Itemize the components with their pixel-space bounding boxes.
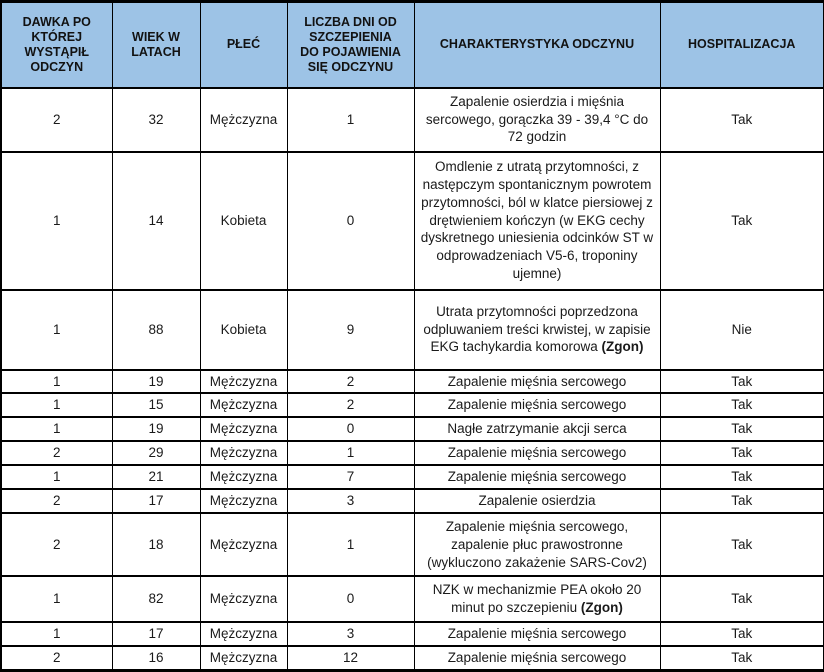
cell-days: 7 xyxy=(287,465,414,489)
cell-dose: 1 xyxy=(1,290,112,370)
cell-age: 21 xyxy=(112,465,200,489)
cell-hospitalization: Tak xyxy=(660,152,824,290)
column-header-reaction-description-label: CHARAKTERYSTYKA ODCZYNU xyxy=(439,37,635,52)
cell-days: 3 xyxy=(287,622,414,646)
reaction-description-text: Zapalenie mięśnia sercowego xyxy=(447,626,627,642)
column-header-days-to-reaction xyxy=(287,2,414,88)
column-header-hospitalization xyxy=(660,2,824,88)
cell-sex: Mężczyzna xyxy=(200,465,287,489)
cell-hospitalization: Tak xyxy=(660,393,824,417)
cell-sex: Mężczyzna xyxy=(200,370,287,394)
cell-hospitalization: Tak xyxy=(660,88,824,152)
table-row xyxy=(1,465,824,489)
reaction-description-text: Utrata przytomności poprzedzona odpluwaniem treści krwistej, w zapisie EKG tachykardia komorowa xyxy=(423,303,651,355)
table-row xyxy=(1,88,824,152)
cell-age: 88 xyxy=(112,290,200,370)
cell-days: 2 xyxy=(287,370,414,394)
table-row xyxy=(1,622,824,646)
cell-days: 3 xyxy=(287,489,414,513)
cell-age: 29 xyxy=(112,441,200,465)
cell-hospitalization: Tak xyxy=(660,513,824,576)
cell-reaction-description xyxy=(414,513,660,576)
cell-days: 1 xyxy=(287,513,414,576)
table-row xyxy=(1,646,824,670)
cell-sex: Kobieta xyxy=(200,152,287,290)
cell-hospitalization: Tak xyxy=(660,417,824,441)
reaction-description-text: NZK w mechanizmie PEA około 20 minut po szczepieniu xyxy=(432,582,642,616)
cell-sex: Mężczyzna xyxy=(200,489,287,513)
cell-dose: 1 xyxy=(1,622,112,646)
column-header-hospitalization-label: HOSPITALIZACJA xyxy=(688,37,796,52)
cell-sex: Mężczyzna xyxy=(200,622,287,646)
column-header-dose-label: DAWKA PO KTÓREJ WYSTĄPIŁ ODCZYN xyxy=(22,14,91,74)
cell-age: 19 xyxy=(112,417,200,441)
cell-sex: Mężczyzna xyxy=(200,646,287,670)
cell-age: 15 xyxy=(112,393,200,417)
cell-age: 16 xyxy=(112,646,200,670)
column-header-sex-label: PŁEĆ xyxy=(226,37,261,52)
cell-reaction-description xyxy=(414,370,660,394)
cell-days: 1 xyxy=(287,441,414,465)
cell-age: 19 xyxy=(112,370,200,394)
reaction-description-text: Zapalenie mięśnia sercowego xyxy=(447,445,627,461)
cell-days: 1 xyxy=(287,88,414,152)
cell-hospitalization: Tak xyxy=(660,370,824,394)
cell-sex: Mężczyzna xyxy=(200,417,287,441)
table-row xyxy=(1,576,824,622)
cell-dose: 1 xyxy=(1,152,112,290)
cell-reaction-description xyxy=(414,417,660,441)
column-header-sex xyxy=(200,2,287,88)
cell-hospitalization: Tak xyxy=(660,576,824,622)
table-row xyxy=(1,370,824,394)
reaction-description-text: Omdlenie z utratą przytomności, z następczym spontanicznym powrotem przytomności, ból w klatce piersiowej z drętwieniem kończyn (w EKG cechy dyskretnego uniesienia odcinków ST w odprowadzeniach V5-6, troponiny ujemne) xyxy=(420,158,654,282)
column-header-age-label: WIEK W LATACH xyxy=(131,29,181,59)
cell-days: 0 xyxy=(287,417,414,441)
cell-age: 14 xyxy=(112,152,200,290)
cell-hospitalization: Tak xyxy=(660,622,824,646)
column-header-reaction-description xyxy=(414,2,660,88)
table-row xyxy=(1,441,824,465)
cell-sex: Mężczyzna xyxy=(200,441,287,465)
cell-reaction-description xyxy=(414,576,660,622)
reaction-description-text: Zapalenie mięśnia sercowego, zapalenie płuc prawostronne (wykluczono zakażenie SARS-Cov2) xyxy=(427,518,647,570)
cell-reaction-description xyxy=(414,622,660,646)
cell-reaction-description xyxy=(414,290,660,370)
column-header-dose xyxy=(1,2,112,88)
table-row xyxy=(1,152,824,290)
cell-sex: Mężczyzna xyxy=(200,88,287,152)
reaction-description-text: Nagłe zatrzymanie akcji serca xyxy=(447,421,627,437)
cell-dose: 1 xyxy=(1,370,112,394)
table-row xyxy=(1,290,824,370)
reaction-description-text: Zapalenie osierdzia i mięśnia sercowego, gorączka 39 - 39,4 °C do 72 godzin xyxy=(425,93,649,145)
column-header-days-to-reaction-label: LICZBA DNI OD SZCZEPIENIA DO POJAWIENIA SIĘ ODCZYNU xyxy=(300,14,401,74)
cell-age: 82 xyxy=(112,576,200,622)
column-header-age xyxy=(112,2,200,88)
reaction-description-text: Zapalenie osierdzia xyxy=(478,493,596,509)
reaction-description-text: Zapalenie mięśnia sercowego xyxy=(447,397,627,413)
cell-reaction-description xyxy=(414,441,660,465)
cell-hospitalization: Tak xyxy=(660,646,824,670)
cell-age: 18 xyxy=(112,513,200,576)
reaction-description-text: Zapalenie mięśnia sercowego xyxy=(447,650,627,666)
cell-sex: Mężczyzna xyxy=(200,513,287,576)
cell-age: 17 xyxy=(112,489,200,513)
cell-sex: Kobieta xyxy=(200,290,287,370)
cell-days: 12 xyxy=(287,646,414,670)
cell-dose: 1 xyxy=(1,417,112,441)
reaction-description-text: Zapalenie mięśnia sercowego xyxy=(447,469,627,485)
cell-hospitalization: Nie xyxy=(660,290,824,370)
cell-hospitalization: Tak xyxy=(660,465,824,489)
table-row xyxy=(1,513,824,576)
cell-dose: 2 xyxy=(1,646,112,670)
cell-reaction-description xyxy=(414,646,660,670)
table-body xyxy=(1,88,824,671)
cell-hospitalization: Tak xyxy=(660,489,824,513)
cell-dose: 2 xyxy=(1,513,112,576)
cell-reaction-description xyxy=(414,465,660,489)
cell-dose: 1 xyxy=(1,576,112,622)
table-row xyxy=(1,489,824,513)
cell-reaction-description xyxy=(414,489,660,513)
cell-reaction-description xyxy=(414,393,660,417)
cell-dose: 2 xyxy=(1,489,112,513)
cell-age: 17 xyxy=(112,622,200,646)
cell-reaction-description xyxy=(414,88,660,152)
cell-dose: 1 xyxy=(1,465,112,489)
cell-days: 0 xyxy=(287,152,414,290)
cell-sex: Mężczyzna xyxy=(200,393,287,417)
cell-days: 9 xyxy=(287,290,414,370)
cell-hospitalization: Tak xyxy=(660,441,824,465)
cell-days: 2 xyxy=(287,393,414,417)
table-row xyxy=(1,417,824,441)
reaction-outcome-note: (Zgon) xyxy=(580,600,623,616)
cell-age: 32 xyxy=(112,88,200,152)
table-row xyxy=(1,393,824,417)
cell-dose: 2 xyxy=(1,88,112,152)
cell-dose: 2 xyxy=(1,441,112,465)
cell-dose: 1 xyxy=(1,393,112,417)
table-header xyxy=(1,2,824,88)
header-row xyxy=(1,2,824,88)
cell-days: 0 xyxy=(287,576,414,622)
cell-reaction-description xyxy=(414,152,660,290)
reaction-description-text: Zapalenie mięśnia sercowego xyxy=(447,373,627,389)
reaction-outcome-note: (Zgon) xyxy=(601,339,644,355)
cell-sex: Mężczyzna xyxy=(200,576,287,622)
